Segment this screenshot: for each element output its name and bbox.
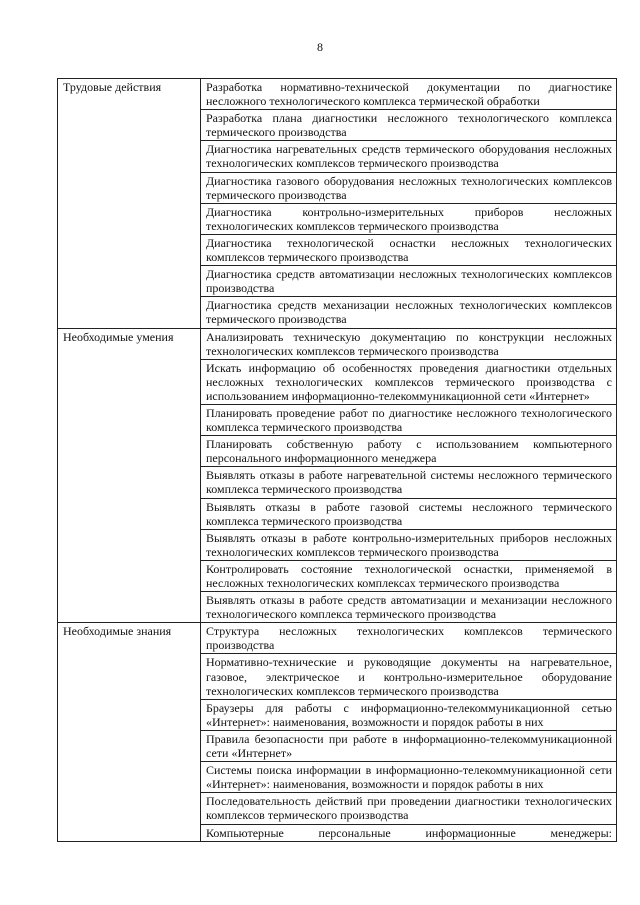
requirement-item	[201, 110, 617, 141]
requirement-item	[201, 560, 617, 591]
requirement-text: Анализировать техническую документацию по конструкции несложных технологических комплексов термического производства	[206, 329, 612, 358]
requirement-text: Разработка нормативно-технической документации по диагностике несложного технологического комплекса термической обработки	[206, 80, 612, 109]
requirement-item	[201, 654, 617, 699]
page-number: 8	[317, 40, 323, 54]
requirement-item	[201, 762, 617, 793]
requirement-text: Выявлять отказы в работе контрольно-измерительных приборов несложных технологических комплексов термического производства	[206, 530, 612, 559]
requirement-item	[201, 172, 617, 203]
requirement-item	[201, 266, 617, 297]
requirement-item	[201, 234, 617, 265]
requirement-item	[201, 404, 617, 435]
requirement-item	[201, 79, 617, 110]
requirement-text: Компьютерные персональные информационные менеджеры:	[206, 825, 612, 840]
requirement-text: Правила безопасности при работе в информационно-телекоммуникационной сети «Интернет»	[206, 731, 612, 761]
requirement-text: Выявлять отказы в работе средств автоматизации и механизации несложного технологического комплекса термического производства	[206, 593, 612, 622]
requirement-text: Структура несложных технологических комплексов термического производства	[206, 624, 612, 653]
requirement-text: Искать информацию об особенностях проведения диагностики отдельных несложных технологических комплексов термического производства с использованием информационно-телекоммуникационной сети «Интернет»	[206, 360, 612, 403]
requirement-item	[201, 529, 617, 560]
table-row	[58, 79, 617, 110]
requirement-text: Диагностика газового оборудования несложных технологических комплексов термического производства	[206, 173, 612, 202]
requirement-text: Планировать собственную работу с использованием компьютерного персонального информационного менеджера	[206, 437, 612, 466]
requirement-item	[201, 623, 617, 654]
requirement-item	[201, 297, 617, 328]
section-label: Необходимые умения	[58, 328, 201, 623]
requirement-text: Последовательность действий при проведении диагностики технологических комплексов термического производства	[206, 794, 612, 823]
requirement-item	[201, 467, 617, 498]
section-label: Трудовые действия	[58, 79, 201, 329]
requirement-item	[201, 498, 617, 529]
requirement-item	[201, 730, 617, 761]
requirement-text: Диагностика технологической оснастки несложных технологических комплексов термического производства	[206, 235, 612, 265]
requirement-text: Диагностика нагревательных средств термического оборудования несложных технологических комплексов термического производства	[206, 142, 612, 171]
requirement-text: Нормативно-технические и руководящие документы на нагревательное, газовое, электрическое и контрольно-измерительное оборудование технологических комплексов термического производства	[206, 655, 612, 698]
requirement-item	[201, 824, 617, 841]
requirement-text: Системы поиска информации в информационно-телекоммуникационной сети «Интернет»: наименования, возможности и порядок работы в них	[206, 763, 612, 792]
requirements-table	[57, 78, 617, 842]
requirement-text: Браузеры для работы с информационно-телекоммуникационной сетью «Интернет»: наименования, возможности и порядок работы в них	[206, 700, 612, 729]
requirement-text: Выявлять отказы в работе газовой системы несложного термического комплекса термического производства	[206, 499, 612, 528]
requirement-text: Диагностика контрольно-измерительных приборов несложных технологических комплексов термического производства	[206, 204, 612, 233]
table-row	[58, 328, 617, 359]
requirement-text: Выявлять отказы в работе нагревательной системы несложного термического комплекса термического производства	[206, 468, 612, 497]
requirement-text: Разработка плана диагностики несложного технологического комплекса термического производства	[206, 111, 612, 140]
requirement-text: Контролировать состояние технологической оснастки, применяемой в несложных технологических комплексах термического производства	[206, 561, 612, 590]
requirement-item	[201, 436, 617, 467]
requirement-text: Диагностика средств механизации несложных технологических комплексов термического производства	[206, 298, 612, 327]
requirement-item	[201, 793, 617, 824]
requirement-item	[201, 203, 617, 234]
table-row	[58, 623, 617, 654]
requirement-item	[201, 141, 617, 172]
requirement-text: Планировать проведение работ по диагностике несложного технологического комплекса термического производства	[206, 405, 612, 435]
requirement-item	[201, 699, 617, 730]
requirements-table-body	[58, 79, 617, 842]
requirement-text: Диагностика средств автоматизации несложных технологических комплексов производства	[206, 267, 612, 296]
requirement-item	[201, 592, 617, 623]
requirement-item	[201, 359, 617, 404]
requirement-item	[201, 328, 617, 359]
section-label: Необходимые знания	[58, 623, 201, 841]
